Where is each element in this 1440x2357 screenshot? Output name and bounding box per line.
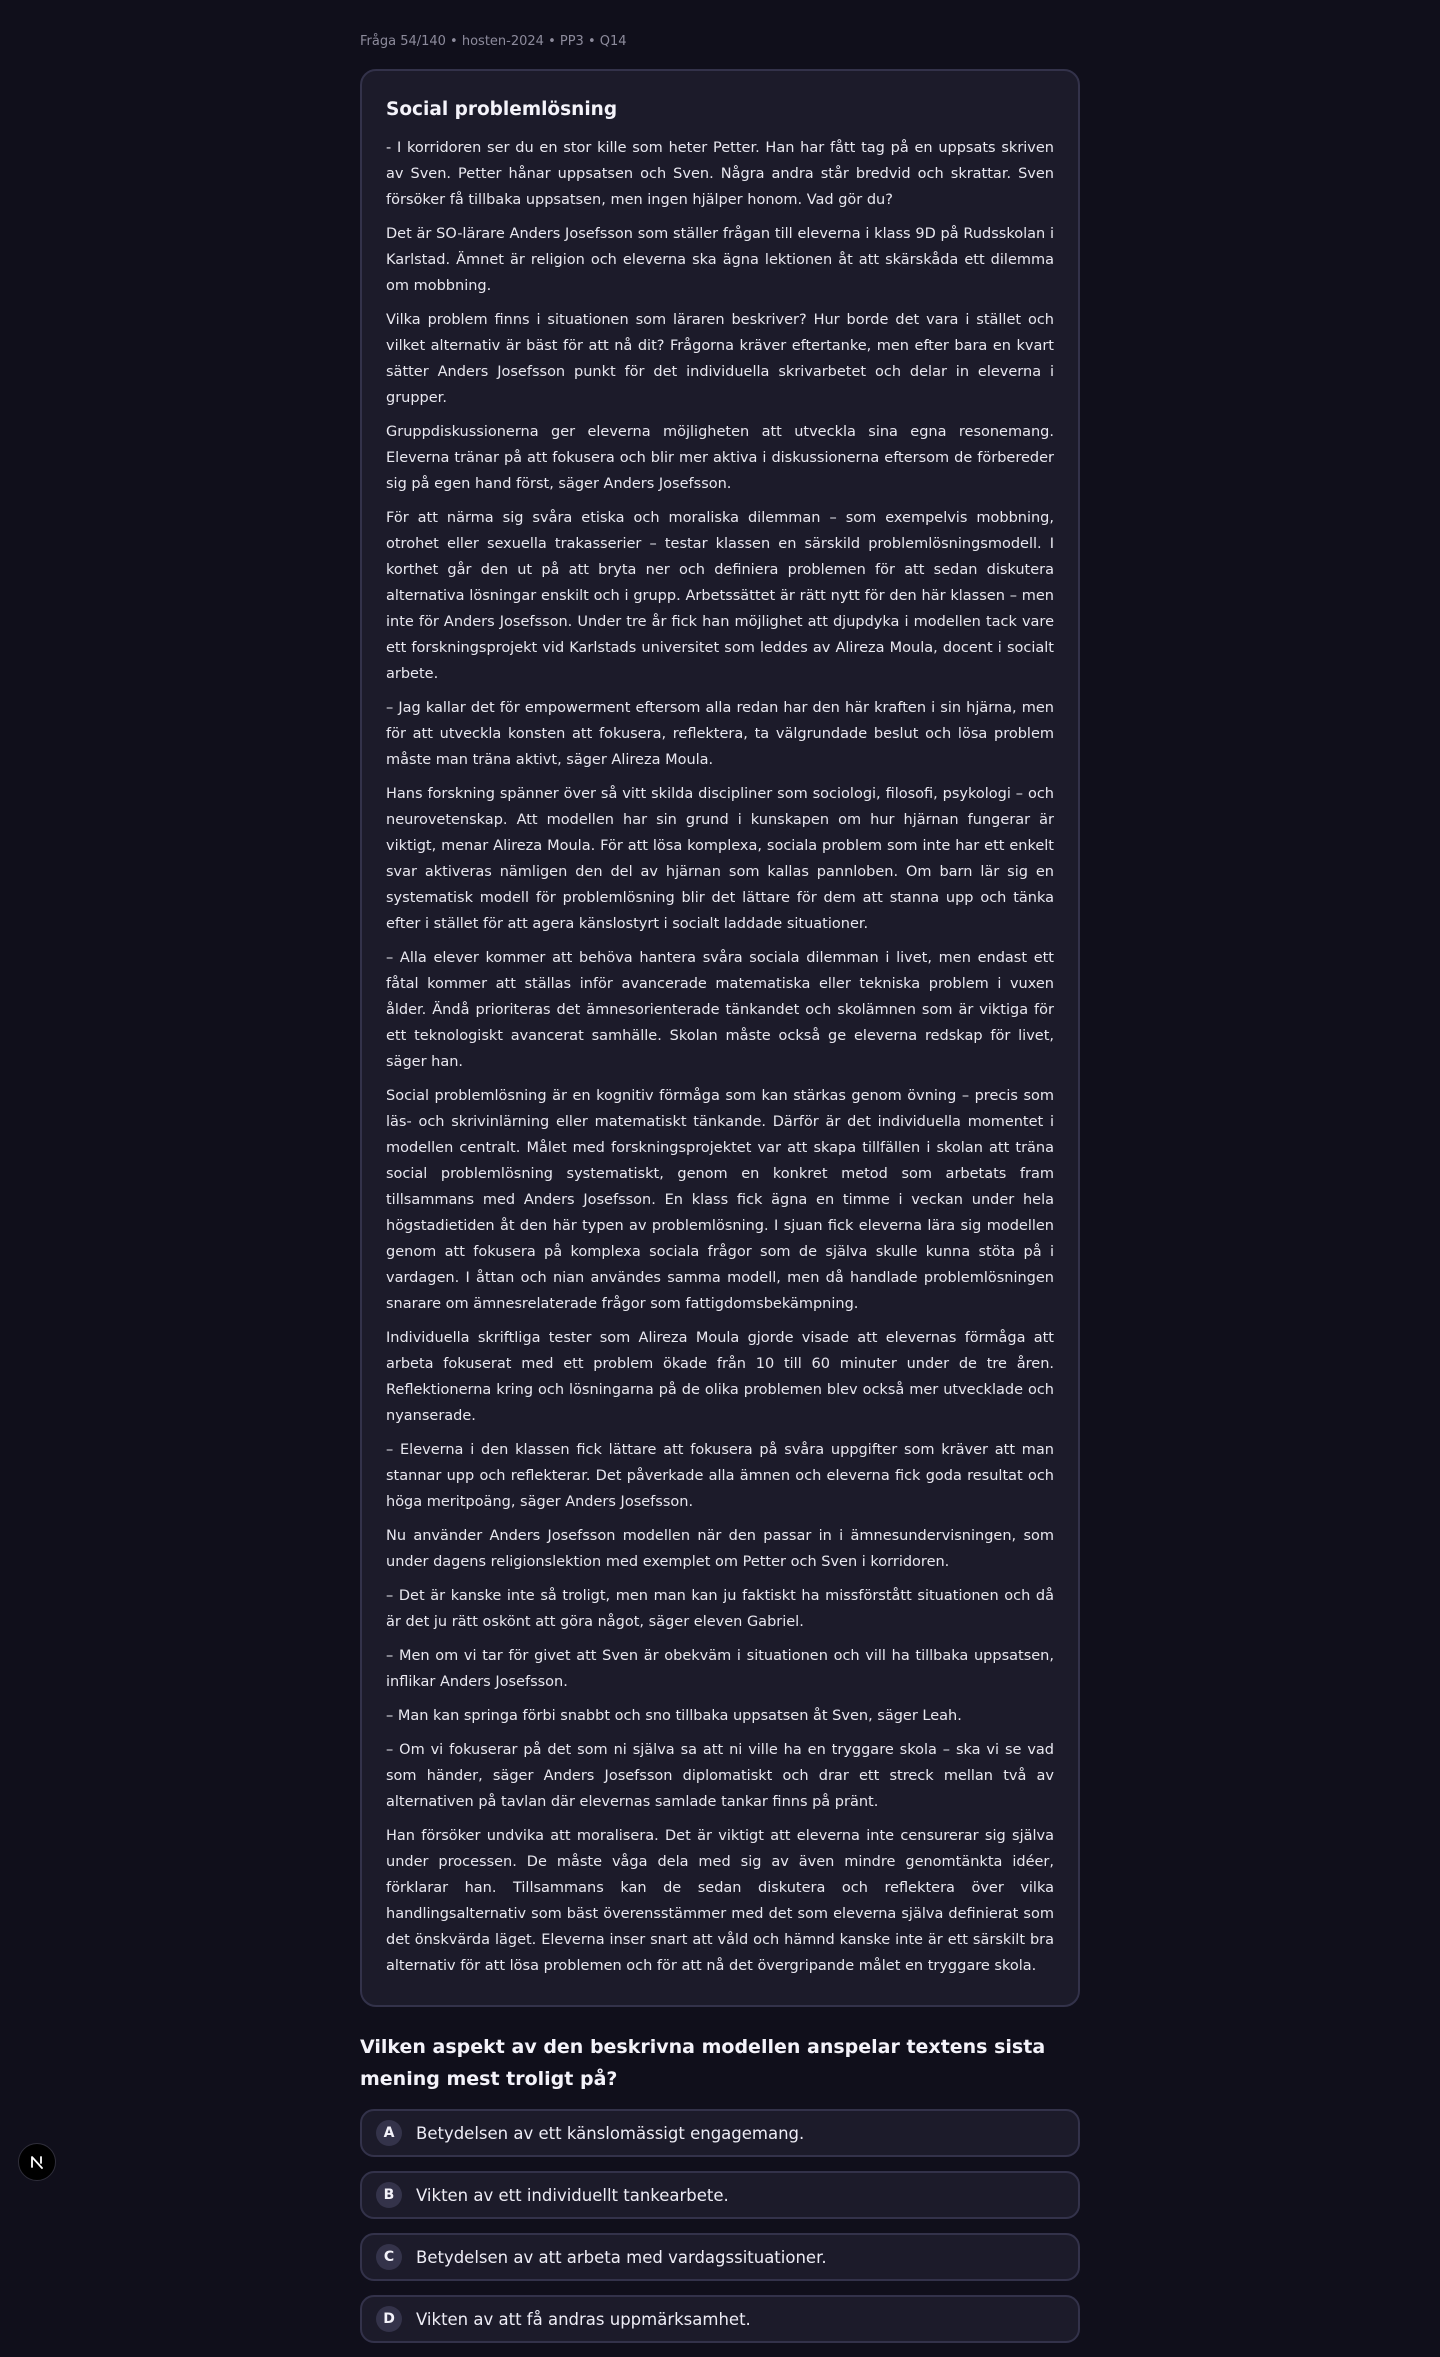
- option-letter-badge: A: [376, 2120, 402, 2146]
- passage-paragraph: Vilka problem finns i situationen som läraren beskriver? Hur borde det vara i stället och vilket alternativ är bäst för att nå dit? Frågorna kräver eftertanke, men efter bara en kvart sätter Anders Josefsson punkt för det individuella skrivarbetet och delar in eleverna i grupper.: [386, 312, 1054, 406]
- option-label: Vikten av att få andras uppmärksamhet.: [416, 2309, 751, 2329]
- question-meta: Fråga 54/140 • hosten-2024 • PP3 • Q14: [360, 34, 627, 49]
- option-label: Betydelsen av att arbeta med vardagssituationer.: [416, 2247, 827, 2267]
- passage-paragraph: Individuella skriftliga tester som Alireza Moula gjorde visade att elevernas förmåga att arbeta fokuserat med ett problem ökade från 10 till 60 minuter under de tre åren. Reflektionerna kring och lösningarna på de olika problemen blev också mer utvecklade och nyanserade.: [386, 1330, 1054, 1424]
- answer-option-d[interactable]: [360, 2295, 1080, 2343]
- next-logo-icon[interactable]: [18, 2143, 56, 2181]
- option-letter-badge: D: [376, 2306, 402, 2332]
- passage-paragraph: Gruppdiskussionerna ger eleverna möjligheten att utveckla sina egna resonemang. Eleverna tränar på att fokusera och blir mer aktiva i diskussionerna eftersom de förbereder sig på egen hand först, säger Anders Josefsson.: [386, 424, 1054, 492]
- answer-options: [360, 2109, 1080, 2343]
- answer-option-c[interactable]: [360, 2233, 1080, 2281]
- passage-paragraph: Social problemlösning är en kognitiv förmåga som kan stärkas genom övning – precis som läs- och skrivinlärning eller matematiskt tänkande. Därför är det individuella momentet i modellen centralt. Målet med forskningsprojektet var att skapa tillfällen i skolan att träna social problemlösning systematiskt, genom en konkret metod som arbetats fram tillsammans med Anders Josefsson. En klass fick ägna en timme i veckan under hela högstadietiden åt den här typen av problemlösning. I sjuan fick eleverna lära sig modellen genom att fokusera på komplexa sociala frågor som de själva skulle kunna stöta på i vardagen. I åttan och nian användes samma modell, men då handlade problemlösningen snarare om ämnesrelaterade frågor som fattigdomsbekämpning.: [386, 1088, 1054, 1312]
- passage-paragraph: – Eleverna i den klassen fick lättare att fokusera på svåra uppgifter som kräver att man stannar upp och reflekterar. Det påverkade alla ämnen och eleverna fick goda resultat och höga meritpoäng, säger Anders Josefsson.: [386, 1442, 1054, 1510]
- question-text: Vilken aspekt av den beskrivna modellen anspelar textens sista mening mest troligt på?: [360, 2036, 1046, 2090]
- quiz-container: [360, 0, 1080, 2357]
- passage-paragraph: – Men om vi tar för givet att Sven är obekväm i situationen och vill ha tillbaka uppsatsen, inflikar Anders Josefsson.: [386, 1648, 1054, 1690]
- passage-paragraph: – Man kan springa förbi snabbt och sno tillbaka uppsatsen åt Sven, säger Leah.: [386, 1708, 962, 1724]
- passage-paragraph: – Jag kallar det för empowerment eftersom alla redan har den här kraften i sin hjärna, men för att utveckla konsten att fokusera, reflektera, ta välgrundade beslut och lösa problem måste man träna aktivt, säger Alireza Moula.: [386, 700, 1054, 768]
- answer-option-b[interactable]: [360, 2171, 1080, 2219]
- passage-paragraph: För att närma sig svåra etiska och moraliska dilemman – som exempelvis mobbning, otrohet eller sexuella trakasserier – testar klassen en särskild problemlösningsmodell. I korthet går den ut på att bryta ner och definiera problemen för att sedan diskutera alternativa lösningar enskilt och i grupp. Arbetssättet är rätt nytt för den här klassen – men inte för Anders Josefsson. Under tre år fick han möjlighet att djupdyka i modellen tack vare ett forskningsprojekt vid Karlstads universitet som leddes av Alireza Moula, docent i socialt arbete.: [386, 510, 1054, 682]
- passage-paragraph: - I korridoren ser du en stor kille som heter Petter. Han har fått tag på en uppsats skriven av Sven. Petter hånar uppsatsen och Sven. Några andra står bredvid och skrattar. Sven försöker få tillbaka uppsatsen, men ingen hjälper honom. Vad gör du?: [386, 140, 1054, 208]
- option-label: Vikten av ett individuellt tankearbete.: [416, 2185, 729, 2205]
- passage-paragraph: Han försöker undvika att moralisera. Det är viktigt att eleverna inte censurerar sig själva under processen. De måste våga dela med sig av även mindre genomtänkta idéer, förklarar han. Tillsammans kan de sedan diskutera och reflektera över vilka handlingsalternativ som bäst överensstämmer med det som eleverna själva definierat som det önskvärda läget. Eleverna inser snart att våld och hämnd kanske inte är ett särskilt bra alternativ för att lösa problemen och för att nå det övergripande målet en tryggare skola.: [386, 1828, 1054, 1974]
- passage-paragraph: – Alla elever kommer att behöva hantera svåra sociala dilemman i livet, men endast ett fåtal kommer att ställas inför avancerade matematiska eller tekniska problem i vuxen ålder. Ändå prioriteras det ämnesorienterade tänkandet och skolämnen som är viktiga för ett teknologiskt avancerat samhälle. Skolan måste också ge eleverna redskap för livet, säger han.: [386, 950, 1054, 1070]
- answer-option-a[interactable]: [360, 2109, 1080, 2157]
- next-logo-glyph: [27, 2152, 47, 2172]
- option-letter-badge: B: [376, 2182, 402, 2208]
- passage-paragraph: Hans forskning spänner över så vitt skilda discipliner som sociologi, filosofi, psykologi – och neurovetenskap. Att modellen har sin grund i kunskapen om hur hjärnan fungerar är viktigt, menar Alireza Moula. För att lösa komplexa, sociala problem som inte har ett enkelt svar aktiveras nämligen den del av hjärnan som kallas pannloben. Om barn lär sig en systematisk modell för problemlösning blir det lättare för dem att stanna upp och tänka efter i stället för att agera känslostyrt i socialt laddade situationer.: [386, 786, 1054, 932]
- passage-paragraph: – Om vi fokuserar på det som ni själva sa att ni ville ha en tryggare skola – ska vi se vad som händer, säger Anders Josefsson diplomatiskt och drar ett streck mellan två av alternativen på tavlan där elevernas samlade tankar finns på pränt.: [386, 1742, 1054, 1810]
- passage-paragraph: Det är SO-lärare Anders Josefsson som ställer frågan till eleverna i klass 9D på Rudsskolan i Karlstad. Ämnet är religion och eleverna ska ägna lektionen åt att skärskåda ett dilemma om mobbning.: [386, 226, 1054, 294]
- passage-card: [360, 69, 1080, 2007]
- passage-paragraph: Nu använder Anders Josefsson modellen när den passar in i ämnesundervisningen, som under dagens religionslektion med exemplet om Petter och Sven i korridoren.: [386, 1528, 1054, 1570]
- passage-paragraph: – Det är kanske inte så troligt, men man kan ju faktiskt ha missförstått situationen och då är det ju rätt oskönt att göra något, säger eleven Gabriel.: [386, 1588, 1054, 1630]
- option-letter-badge: C: [376, 2244, 402, 2270]
- option-label: Betydelsen av ett känslomässigt engagemang.: [416, 2123, 805, 2143]
- passage-title: Social problemlösning: [386, 99, 618, 120]
